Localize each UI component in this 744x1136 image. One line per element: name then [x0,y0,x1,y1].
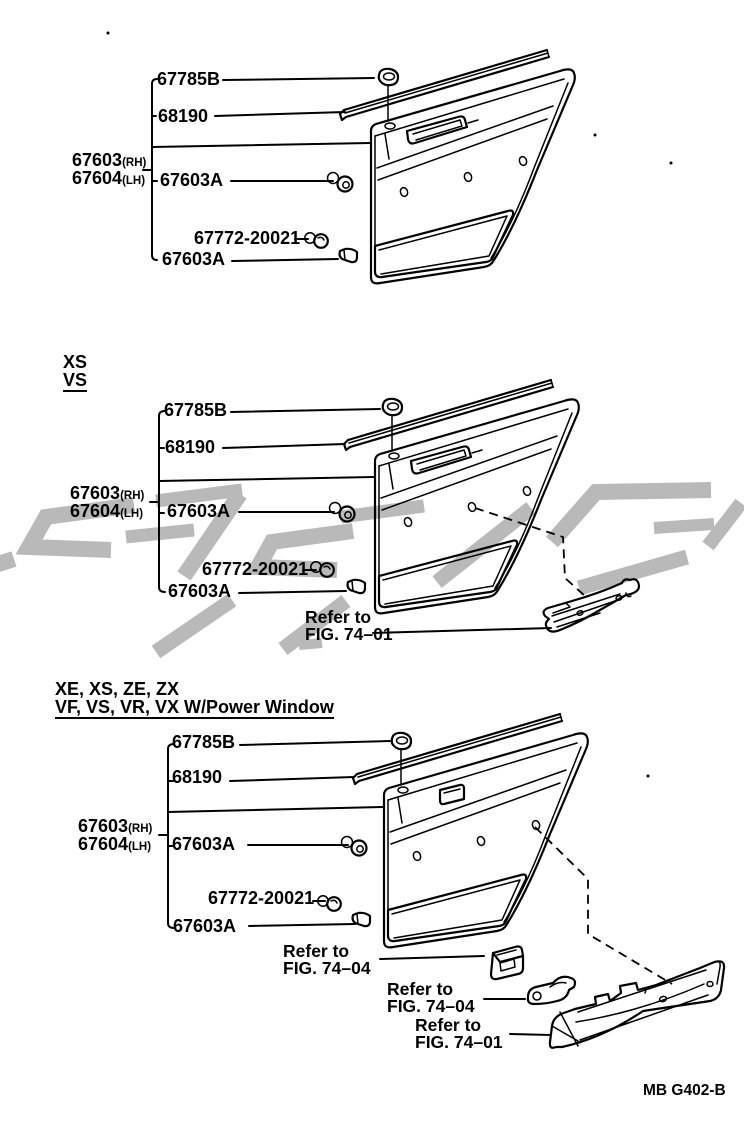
part-label-67603A: 67603A [160,170,224,190]
variant-header-xs-vs: XS VS [63,352,88,390]
part-label-67785B: 67785B [172,732,236,752]
part-label-67603A-2: 67603A [173,916,237,936]
part-label-67603A: 67603A [167,501,231,521]
part-label-67604-lh: 67604(LH) [72,168,146,188]
refer-note-fig-74-04-2: Refer to FIG. 74–04 [387,979,475,1016]
part-label-67772-20021: 67772-20021 [194,228,301,248]
switch-bezel-part [491,946,523,979]
part-label-67603A-2: 67603A [162,249,226,269]
part-label-67785B: 67785B [164,400,228,420]
part-label-67603-rh: 67603(RH) [70,483,145,503]
lower-trim-part [550,961,724,1048]
part-label-67772-20021: 67772-20021 [208,888,315,908]
switch-cutout [440,785,464,804]
refer-note-fig-74-04: Refer to FIG. 74–04 [283,941,371,978]
part-label-67603-rh: 67603(RH) [72,150,147,170]
refer-note-fig-74-01: Refer to FIG. 74–01 [305,607,393,644]
part-label-67785B: 67785B [157,69,221,89]
part-label-67603A-2: 67603A [168,581,232,601]
part-label-68190: 68190 [165,437,216,457]
part-label-67772-20021: 67772-20021 [202,559,309,579]
part-label-68190: 68190 [172,767,223,787]
part-label-67603A: 67603A [172,834,236,854]
variant-header-power-window: XE, XS, ZE, ZX VF, VS, VR, VX W/Power Window [55,679,334,717]
refer-note-fig-74-01: Refer to FIG. 74–01 [415,1015,503,1052]
part-label-67603-rh: 67603(RH) [78,816,153,836]
part-label-68190: 68190 [158,106,209,126]
pull-handle-part [528,977,575,1004]
figure-code: MB G402-B [643,1082,726,1099]
part-label-67604-lh: 67604(LH) [70,501,144,521]
part-label-67604-lh: 67604(LH) [78,834,152,854]
